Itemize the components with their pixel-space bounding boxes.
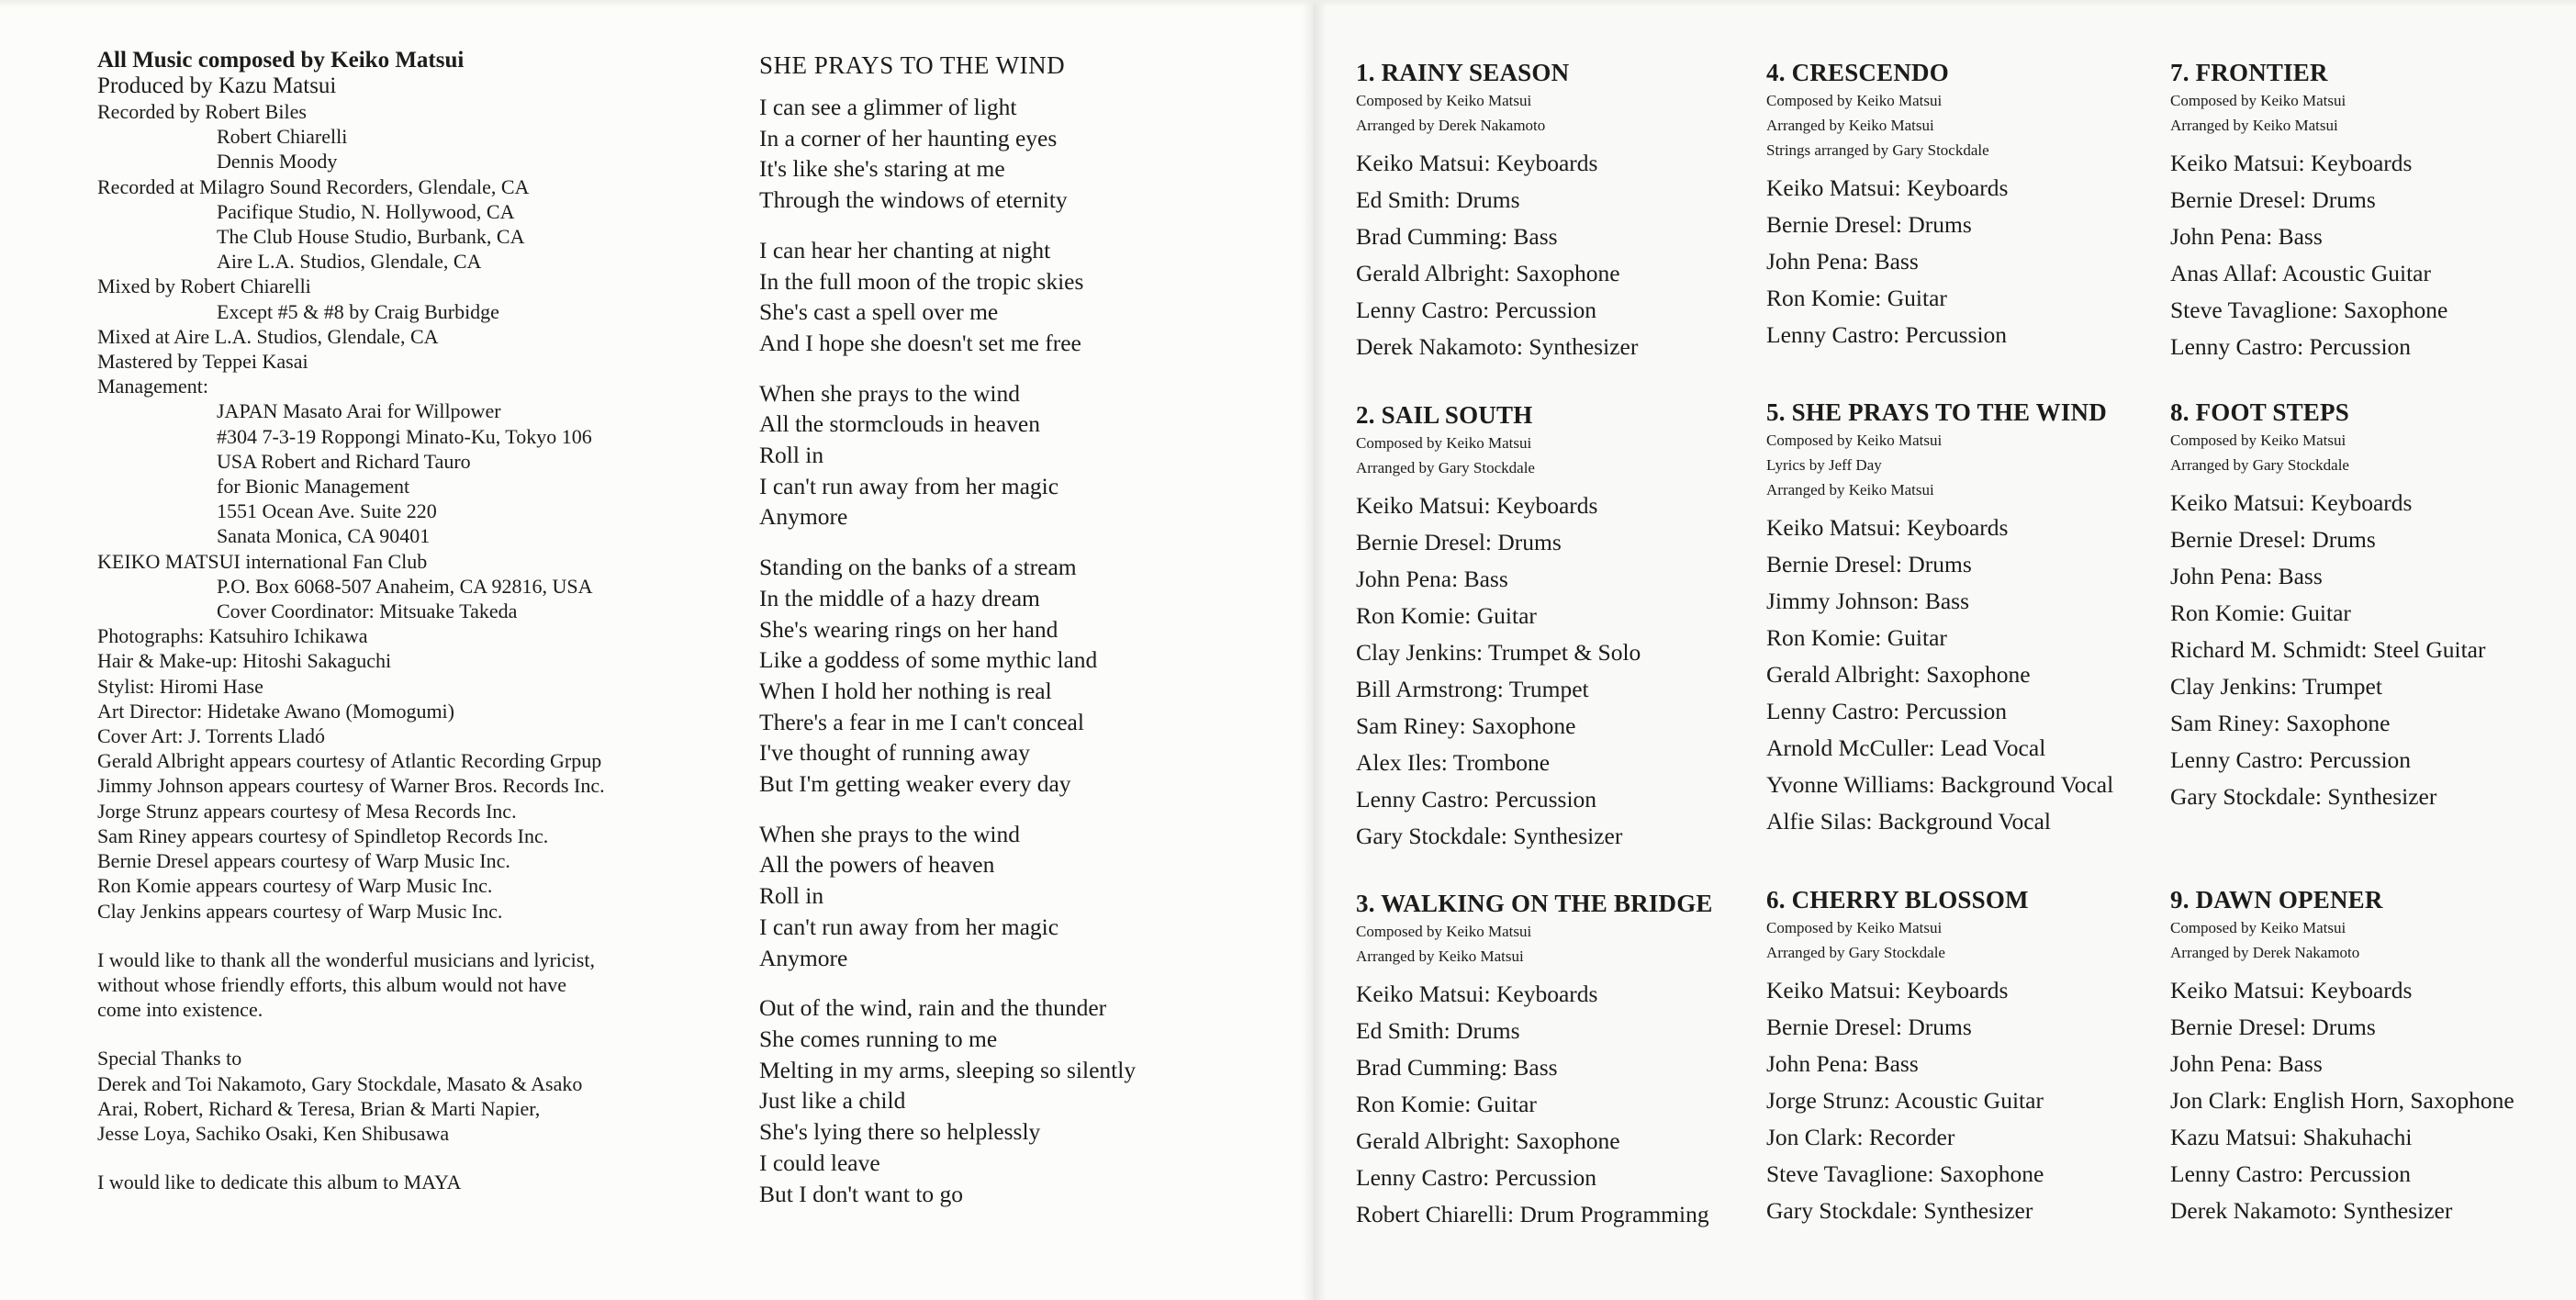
personnel-line: Ron Komie: Guitar	[1356, 1091, 1537, 1117]
credits-line: I would like to thank all the wonderful musicians and lyricist,	[97, 947, 595, 971]
personnel-line: Keiko Matsui: Keyboards	[1356, 981, 1598, 1007]
lyrics-line: When I hold her nothing is real	[759, 677, 1052, 704]
lyrics-line: Like a goddess of some mythic land	[759, 646, 1098, 674]
personnel-line: Jimmy Johnson: Bass	[1766, 588, 1970, 614]
personnel-line: Ron Komie: Guitar	[1766, 624, 1947, 651]
personnel-line: Lenny Castro: Percussion	[2170, 333, 2412, 360]
personnel-line: John Pena: Bass	[2170, 223, 2323, 250]
track-credit-note: Composed by Keiko Matsui	[1766, 919, 1943, 936]
credits-line: Stylist: Hiromi Hase	[97, 674, 263, 698]
lyrics-line: She's lying there so helplessly	[759, 1118, 1041, 1146]
lyrics-stanzas	[759, 92, 1273, 1209]
track-title: 1. RAINY SEASON	[1356, 59, 1570, 86]
track-title: 6. CHERRY BLOSSOM	[1766, 886, 2029, 913]
track-credit-note: Composed by Keiko Matsui	[2170, 92, 2346, 109]
credits-line: KEIKO MATSUI international Fan Club	[97, 549, 428, 573]
personnel-line: Lenny Castro: Percussion	[2170, 746, 2412, 773]
personnel-line: Clay Jenkins: Trumpet & Solo	[1356, 639, 1641, 666]
track-credit-note: Arranged by Keiko Matsui	[1356, 947, 1524, 965]
credits-line: Aire L.A. Studios, Glendale, CA	[217, 250, 482, 274]
track-block	[1766, 884, 2189, 1229]
personnel-line: Bernie Dresel: Drums	[1766, 211, 1972, 238]
lyrics-stanza	[759, 992, 1273, 1209]
credits-line: Except #5 & #8 by Craig Burbidge	[217, 299, 499, 323]
personnel-line: Derek Nakamoto: Synthesizer	[2170, 1197, 2453, 1224]
personnel-line: Bernie Dresel: Drums	[2170, 186, 2376, 213]
track-credit-note: Composed by Keiko Matsui	[1356, 92, 1532, 109]
personnel-line: Gerald Albright: Saxophone	[1766, 661, 2031, 688]
personnel-line: John Pena: Bass	[1766, 1050, 1919, 1077]
personnel-line: Keiko Matsui: Keyboards	[1356, 492, 1598, 519]
personnel-line: Sam Riney: Saxophone	[1356, 712, 1576, 739]
track-personnel	[2170, 145, 2576, 365]
personnel-line: John Pena: Bass	[1766, 248, 1919, 275]
personnel-line: Lenny Castro: Percussion	[1356, 786, 1597, 812]
track-personnel	[2170, 972, 2576, 1229]
track-block	[2170, 397, 2576, 815]
lyrics-stanza	[759, 378, 1273, 533]
credits-line: 1551 Ocean Ave. Suite 220	[217, 499, 437, 523]
credits-line: Hair & Make-up: Hitoshi Sakaguchi	[97, 649, 392, 673]
track-block	[1766, 397, 2189, 840]
personnel-line: Keiko Matsui: Keyboards	[2170, 150, 2413, 176]
track-block	[2170, 884, 2576, 1229]
credits-line: Produced by Kazu Matsui	[97, 73, 337, 98]
personnel-line: Ron Komie: Guitar	[2170, 600, 2351, 626]
personnel-line: Ed Smith: Drums	[1356, 1017, 1520, 1044]
track-personnel	[1356, 488, 1778, 855]
personnel-line: Bernie Dresel: Drums	[2170, 526, 2376, 553]
credits-line: Derek and Toi Nakamoto, Gary Stockdale, Masato & Asako	[97, 1071, 583, 1095]
credits-spacer	[97, 924, 685, 947]
lyrics-line: In the middle of a hazy dream	[759, 584, 1040, 611]
credits-line: Jorge Strunz appears courtesy of Mesa Records Inc.	[97, 799, 517, 823]
track-personnel	[1766, 972, 2189, 1229]
lyrics-line: All the stormclouds in heaven	[759, 410, 1040, 438]
track-credit-note: Arranged by Keiko Matsui	[1766, 481, 1934, 499]
credits-line: Robert Chiarelli	[217, 125, 348, 149]
personnel-line: Gary Stockdale: Synthesizer	[1356, 823, 1623, 849]
lyrics-line: She comes running to me	[759, 1025, 998, 1052]
credits-spacer	[97, 1022, 685, 1046]
lyrics-line: Roll in	[759, 882, 824, 910]
credits-line: Gerald Albright appears courtesy of Atlantic Recording Grpup	[97, 749, 602, 773]
lyrics-line: In the full moon of the tropic skies	[759, 267, 1084, 295]
track-personnel	[2170, 485, 2576, 815]
personnel-line: Ed Smith: Drums	[1356, 186, 1520, 213]
track-title: 5. SHE PRAYS TO THE WIND	[1766, 398, 2107, 426]
credits-line: Pacifique Studio, N. Hollywood, CA	[217, 199, 515, 223]
track-personnel	[1766, 510, 2189, 840]
lyrics-line: It's like she's staring at me	[759, 155, 1005, 183]
personnel-line: Keiko Matsui: Keyboards	[1766, 514, 2009, 541]
lyrics-line: I can't run away from her magic	[759, 913, 1059, 940]
personnel-line: Clay Jenkins: Trumpet	[2170, 673, 2382, 700]
top-edge-shadow	[0, 0, 2576, 7]
personnel-line: Alex Iles: Trombone	[1356, 749, 1551, 776]
personnel-line: Bernie Dresel: Drums	[1766, 551, 1972, 577]
lyrics-line: But I don't want to go	[759, 1180, 964, 1207]
lyrics-title: SHE PRAYS TO THE WIND	[759, 51, 1066, 79]
track-title: 3. WALKING ON THE BRIDGE	[1356, 890, 1713, 917]
personnel-line: Jorge Strunz: Acoustic Guitar	[1766, 1087, 2044, 1114]
track-credit-note: Composed by Keiko Matsui	[2170, 431, 2346, 449]
track-credit-note: Lyrics by Jeff Day	[1766, 456, 1882, 474]
lyrics-stanza	[759, 552, 1273, 800]
track-credit-note: Strings arranged by Gary Stockdale	[1766, 141, 1989, 159]
lyrics-line: But I'm getting weaker every day	[759, 770, 1071, 798]
credits-line: Ron Komie appears courtesy of Warp Music Inc.	[97, 874, 493, 898]
lyrics-column	[759, 50, 1273, 1228]
lyrics-line: Just like a child	[759, 1087, 906, 1115]
track-credit-note: Composed by Keiko Matsui	[1356, 923, 1532, 940]
lyrics-line: She's cast a spell over me	[759, 298, 999, 326]
personnel-line: Derek Nakamoto: Synthesizer	[1356, 333, 1639, 360]
credits-line: Jimmy Johnson appears courtesy of Warner Bros. Records Inc.	[97, 774, 605, 798]
track-block	[1356, 399, 1778, 855]
track-credit-note: Arranged by Keiko Matsui	[1766, 117, 1934, 134]
personnel-line: Keiko Matsui: Keyboards	[1766, 977, 2009, 1003]
personnel-line: Lenny Castro: Percussion	[1356, 1164, 1597, 1191]
track-credit-note: Composed by Keiko Matsui	[1766, 431, 1943, 449]
lyrics-line: I've thought of running away	[759, 739, 1030, 767]
track-block	[1356, 888, 1778, 1233]
track-credit-note: Arranged by Gary Stockdale	[1356, 459, 1535, 476]
credits-line: The Club House Studio, Burbank, CA	[217, 225, 525, 249]
personnel-line: Keiko Matsui: Keyboards	[1766, 174, 2009, 201]
personnel-line: Steve Tavaglione: Saxophone	[2170, 297, 2448, 323]
personnel-line: Gary Stockdale: Synthesizer	[1766, 1197, 2033, 1224]
credits-line: Mixed by Robert Chiarelli	[97, 275, 311, 298]
personnel-line: Anas Allaf: Acoustic Guitar	[2170, 260, 2431, 286]
personnel-line: Lenny Castro: Percussion	[1356, 297, 1597, 323]
personnel-line: Bernie Dresel: Drums	[1356, 529, 1562, 555]
personnel-line: Gerald Albright: Saxophone	[1356, 260, 1620, 286]
credits-line: Dennis Moody	[217, 150, 338, 174]
credits-line: I would like to dedicate this album to MAYA	[97, 1171, 462, 1194]
lyrics-line: I can see a glimmer of light	[759, 94, 1017, 120]
lyrics-line: All the powers of heaven	[759, 851, 995, 879]
lyrics-line: I can't run away from her magic	[759, 472, 1059, 499]
personnel-line: John Pena: Bass	[2170, 1050, 2323, 1077]
lyrics-line: When she prays to the wind	[759, 820, 1020, 847]
lyrics-line: Through the windows of eternity	[759, 186, 1068, 214]
lyrics-line: Roll in	[759, 442, 824, 469]
track-title: 7. FRONTIER	[2170, 59, 2328, 86]
credits-line: Jesse Loya, Sachiko Osaki, Ken Shibusawa	[97, 1121, 450, 1145]
lyrics-line: Anymore	[759, 944, 848, 971]
personnel-line: Lenny Castro: Percussion	[2170, 1160, 2412, 1187]
personnel-line: Lenny Castro: Percussion	[1766, 321, 2008, 348]
personnel-line: Lenny Castro: Percussion	[1766, 698, 2008, 724]
track-credit-note: Arranged by Derek Nakamoto	[1356, 117, 1546, 134]
personnel-line: Jon Clark: Recorder	[1766, 1124, 1955, 1150]
personnel-line: Keiko Matsui: Keyboards	[2170, 977, 2413, 1003]
track-personnel	[1356, 976, 1778, 1233]
personnel-line: Ron Komie: Guitar	[1356, 602, 1537, 629]
credits-line: Cover Coordinator: Mitsuake Takeda	[217, 600, 518, 623]
track-title: 4. CRESCENDO	[1766, 59, 1949, 86]
booklet-fold	[1302, 0, 1326, 1300]
lyrics-line: I can hear her chanting at night	[759, 236, 1051, 263]
lyrics-line: In a corner of her haunting eyes	[759, 124, 1058, 151]
credits-spacer	[97, 1146, 685, 1170]
credits-line: Photographs: Katsuhiro Ichikawa	[97, 624, 368, 648]
track-credit-note: Composed by Keiko Matsui	[1356, 434, 1532, 452]
track-credit-note: Arranged by Keiko Matsui	[2170, 117, 2338, 134]
personnel-line: John Pena: Bass	[2170, 563, 2323, 589]
credits-line: Recorded by Robert Biles	[97, 100, 307, 123]
lyrics-line: She's wearing rings on her hand	[759, 615, 1058, 643]
personnel-line: Richard M. Schmidt: Steel Guitar	[2170, 636, 2486, 663]
track-credit-note: Arranged by Derek Nakamoto	[2170, 944, 2360, 961]
credits-line: Management:	[97, 375, 208, 398]
lyrics-line: There's a fear in me I can't conceal	[759, 708, 1084, 735]
track-credit-note: Arranged by Gary Stockdale	[1766, 944, 1945, 961]
personnel-line: Keiko Matsui: Keyboards	[1356, 150, 1598, 176]
credits-line: Mastered by Teppei Kasai	[97, 350, 308, 374]
lyrics-stanza	[759, 819, 1273, 974]
credits-line: USA Robert and Richard Tauro	[217, 449, 471, 473]
credits-line: Bernie Dresel appears courtesy of Warp Music Inc.	[97, 849, 510, 873]
track-credit-note: Arranged by Gary Stockdale	[2170, 456, 2349, 474]
personnel-line: Gary Stockdale: Synthesizer	[2170, 783, 2437, 810]
track-personnel	[1356, 145, 1778, 365]
personnel-line: Alfie Silas: Background Vocal	[1766, 808, 2051, 835]
lyrics-line: I could leave	[759, 1149, 880, 1176]
credits-line: for Bionic Management	[217, 475, 410, 499]
credits-line: Special Thanks to	[97, 1047, 242, 1070]
personnel-line: Ron Komie: Guitar	[1766, 285, 1947, 311]
credits-line: All Music composed by Keiko Matsui	[97, 48, 465, 73]
credits-line: Sam Riney appears courtesy of Spindletop Records Inc.	[97, 824, 549, 847]
lyrics-line: Melting in my arms, sleeping so silently	[759, 1056, 1137, 1083]
personnel-line: Robert Chiarelli: Drum Programming	[1356, 1201, 1709, 1227]
credits-line: Arai, Robert, Richard & Teresa, Brian & Marti Napier,	[97, 1096, 541, 1120]
track-personnel	[1766, 170, 2189, 353]
personnel-line: John Pena: Bass	[1356, 566, 1508, 592]
lyrics-line: Anymore	[759, 503, 848, 531]
track-title: 9. DAWN OPENER	[2170, 886, 2383, 913]
lyrics-stanza	[759, 235, 1273, 359]
personnel-line: Yvonne Williams: Background Vocal	[1766, 771, 2114, 798]
credits-line: #304 7-3-19 Roppongi Minato-Ku, Tokyo 106	[217, 424, 592, 448]
personnel-line: Arnold McCuller: Lead Vocal	[1766, 734, 2046, 761]
track-credit-note: Composed by Keiko Matsui	[2170, 919, 2346, 936]
credits-column	[97, 48, 685, 1194]
credits-line: Cover Art: J. Torrents Lladó	[97, 724, 325, 748]
track-title: 2. SAIL SOUTH	[1356, 401, 1533, 429]
credits-line: Art Director: Hidetake Awano (Momogumi)	[97, 699, 454, 723]
track-block	[1766, 57, 2189, 353]
personnel-line: Gerald Albright: Saxophone	[1356, 1127, 1620, 1154]
track-block	[2170, 57, 2576, 365]
credits-line: without whose friendly efforts, this album would not have	[97, 972, 567, 996]
credits-line: Sanata Monica, CA 90401	[217, 524, 431, 548]
personnel-line: Bernie Dresel: Drums	[2170, 1014, 2376, 1040]
personnel-line: Brad Cumming: Bass	[1356, 223, 1558, 250]
lyrics-line: And I hope she doesn't set me free	[759, 329, 1081, 356]
credits-line: Mixed at Aire L.A. Studios, Glendale, CA	[97, 324, 439, 348]
lyrics-stanza	[759, 92, 1273, 216]
personnel-line: Brad Cumming: Bass	[1356, 1054, 1558, 1081]
credits-line: JAPAN Masato Arai for Willpower	[217, 399, 501, 423]
track-block	[1356, 57, 1778, 365]
personnel-line: Kazu Matsui: Shakuhachi	[2170, 1124, 2413, 1150]
personnel-line: Bernie Dresel: Drums	[1766, 1014, 1972, 1040]
personnel-line: Bill Armstrong: Trumpet	[1356, 676, 1589, 702]
credits-line: Recorded at Milagro Sound Recorders, Glendale, CA	[97, 174, 530, 198]
track-credit-note: Composed by Keiko Matsui	[1766, 92, 1943, 109]
credits-line: Clay Jenkins appears courtesy of Warp Music Inc.	[97, 899, 503, 923]
personnel-line: Steve Tavaglione: Saxophone	[1766, 1160, 2044, 1187]
track-title: 8. FOOT STEPS	[2170, 398, 2349, 426]
credits-line: come into existence.	[97, 998, 263, 1022]
lyrics-line: When she prays to the wind	[759, 379, 1020, 407]
personnel-line: Sam Riney: Saxophone	[2170, 710, 2391, 736]
lyrics-line: Standing on the banks of a stream	[759, 554, 1077, 581]
lyrics-line: Out of the wind, rain and the thunder	[759, 994, 1107, 1022]
personnel-line: Jon Clark: English Horn, Saxophone	[2170, 1087, 2514, 1114]
credits-line: P.O. Box 6068-507 Anaheim, CA 92816, USA	[217, 574, 593, 598]
personnel-line: Keiko Matsui: Keyboards	[2170, 489, 2413, 516]
